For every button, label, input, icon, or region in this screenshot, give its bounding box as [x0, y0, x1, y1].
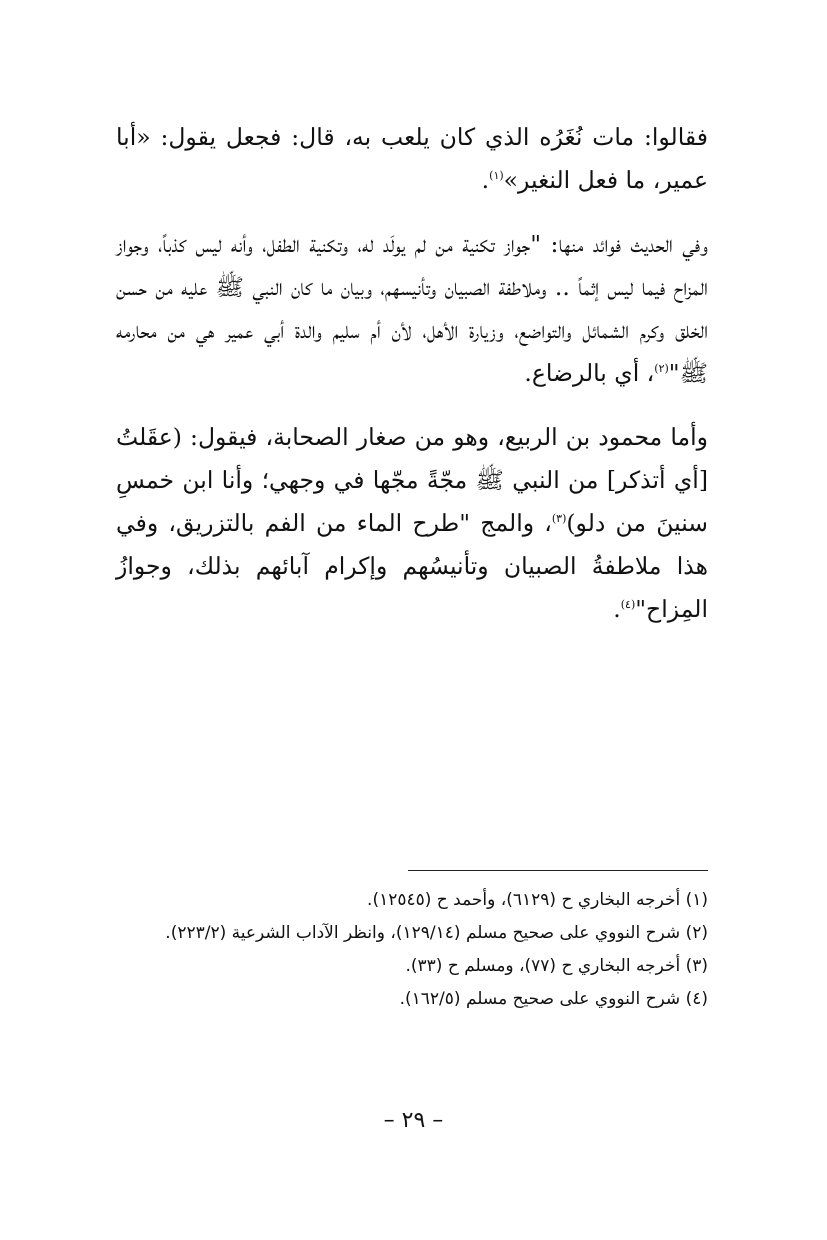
paragraph-1-text: فقالوا: مات نُغَرُه الذي كان يلعب به، قال: فجعل يقول: «أبا عمير، ما فعل النغير»	[116, 123, 708, 194]
footnote-4: (٤) شرح النووي على صحيح مسلم (١٦٢/٥).	[399, 989, 708, 1009]
page-number: – ٢٩ –	[383, 1108, 444, 1133]
footnote-divider	[408, 870, 708, 871]
paragraph-1-tail: .	[481, 166, 490, 194]
footnote-ref-3: (٣)	[551, 512, 567, 525]
footnote-1: (١) أخرجه البخاري ح (٦١٢٩)، وأحمد ح (١٢٥٤٥).	[367, 890, 708, 910]
paragraph-2	[116, 223, 708, 395]
paragraph-2-text: وفي الحديث فوائد منها: "جواز تكنية من لم يولَد له، وتكنية الطفل، وأنه ليس كذباً، وجواز المزاح فيما ليس إثماً .. وملاطفة الصبيان وتأنيسهم، وبيان ما كان النبي ﷺ عليه من حسن الخلق وكرم الشمائل والتواضع، وزيارة الأهل، لأن أم سليم والدة أبي عمير هي من محارمه ﷺ"	[116, 230, 708, 387]
footnote-2: (٢) شرح النووي على صحيح مسلم (١٢٩/١٤)، وانظر الآداب الشرعية (٢٢٣/٢).	[165, 923, 708, 943]
footnote-ref-2: (٢)	[654, 362, 669, 375]
footnote-ref-1: (١)	[489, 169, 504, 182]
paragraph-3	[116, 416, 708, 631]
paragraph-3-tail: .	[613, 595, 621, 623]
footnote-3: (٣) أخرجه البخاري ح (٧٧)، ومسلم ح (٣٣).	[405, 956, 708, 976]
paragraph-2-tail: ، أي بالرضاع.	[524, 359, 655, 387]
paragraph-3-text: وأما محمود بن الربيع، وهو من صغار الصحابة، فيقول: (عقَلتُ [أي أتذكر] من النبي ﷺ مجّةً مجّها في وجهي؛ وأنا ابن خمسِ سنينَ من دلو)	[116, 423, 708, 537]
main-text	[116, 116, 708, 652]
footnotes	[116, 884, 708, 1016]
paragraph-1	[116, 116, 708, 202]
footnote-ref-4: (٤)	[620, 598, 636, 611]
paragraph-3-middle: ، والمج "طرح الماء من الفم بالتزريق، وفي هذا ملاطفةُ الصبيان وتأنيسُهم وإكرام آبائهم بذلك، وجوازُ المِزاح"	[116, 509, 708, 623]
